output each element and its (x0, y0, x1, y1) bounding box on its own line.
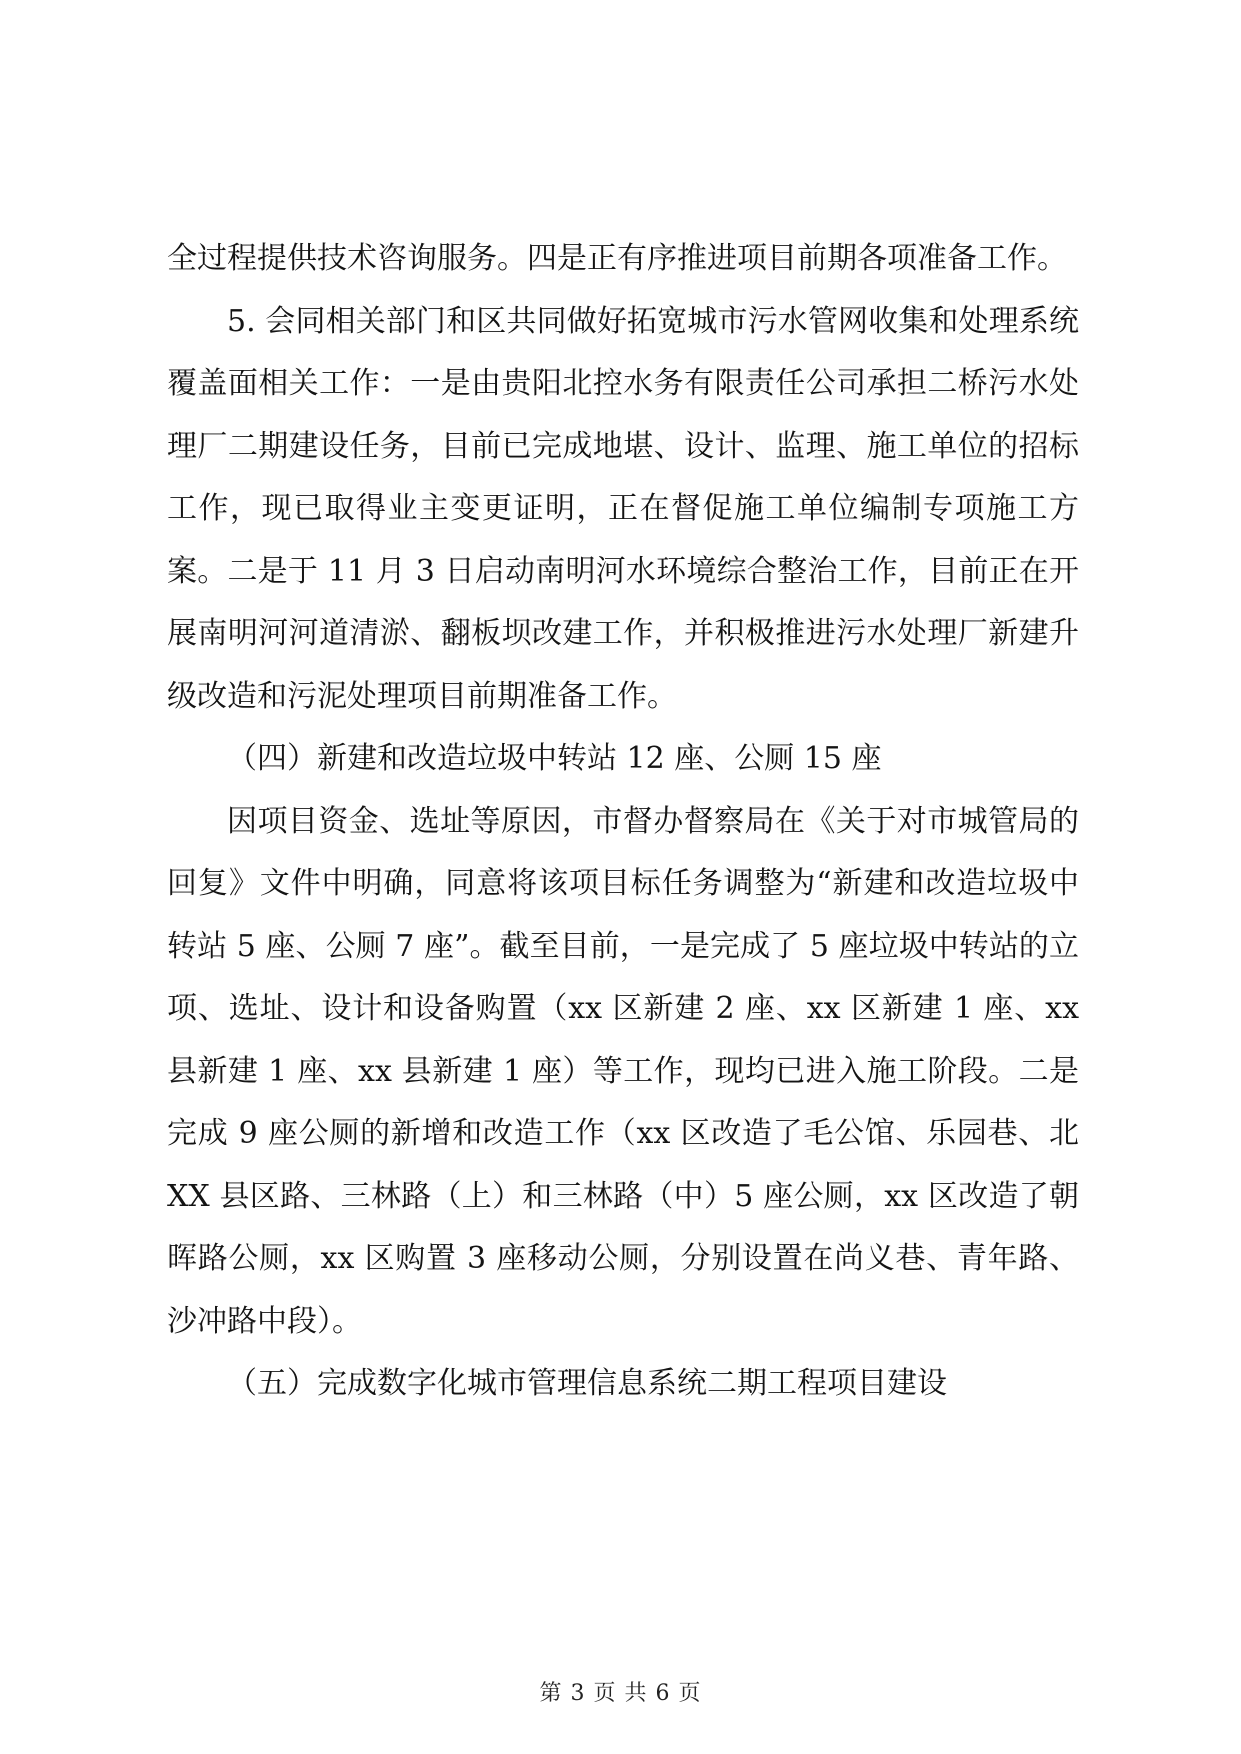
document-body (167, 228, 1079, 1416)
page-footer: 第 3 页 共 6 页 (539, 1681, 702, 1706)
paragraph-3: 因项目资金、选址等原因，市督办督察局在《关于对市城管局的回复》文件中明确，同意将该项目标任务调整为“新建和改造垃圾中转站 5 座、公厕 7 座”。截至目前，一是完成了 5 座垃圾中转站的立项、选址、设计和设备购置（xx 区新建 2 座、xx 区新建 1 座、xx 县新建 1 座、xx 县新建 1 座）等工作，现均已进入施工阶段。二是完成 9 座公厕的新增和改造工作（xx 区改造了毛公馆、乐园巷、北 XX 县区路、三林路（上）和三林路（中）5 座公厕，xx 区改造了朝晖路公厕，xx 区购置 3 座移动公厕，分别设置在尚义巷、青年路、沙冲路中段）。 (167, 803, 1079, 1339)
paragraph-1: 全过程提供技术咨询服务。四是正有序推进项目前期各项准备工作。 (167, 241, 1067, 276)
section-heading-4: （四）新建和改造垃圾中转站 12 座、公厕 15 座 (227, 741, 882, 776)
section-heading-5: （五）完成数字化城市管理信息系统二期工程项目建设 (227, 1366, 947, 1401)
paragraph-2: 5. 会同相关部门和区共同做好拓宽城市污水管网收集和处理系统覆盖面相关工作：一是由贵阳北控水务有限责任公司承担二桥污水处理厂二期建设任务，目前已完成地堪、设计、监理、施工单位的招标工作，现已取得业主变更证明，正在督促施工单位编制专项施工方案。二是于 11 月 3 日启动南明河水环境综合整治工作，目前正在开展南明河河道清淤、翻板坝改建工作，并积极推进污水处理厂新建升级改造和污泥处理项目前期准备工作。 (167, 303, 1079, 714)
